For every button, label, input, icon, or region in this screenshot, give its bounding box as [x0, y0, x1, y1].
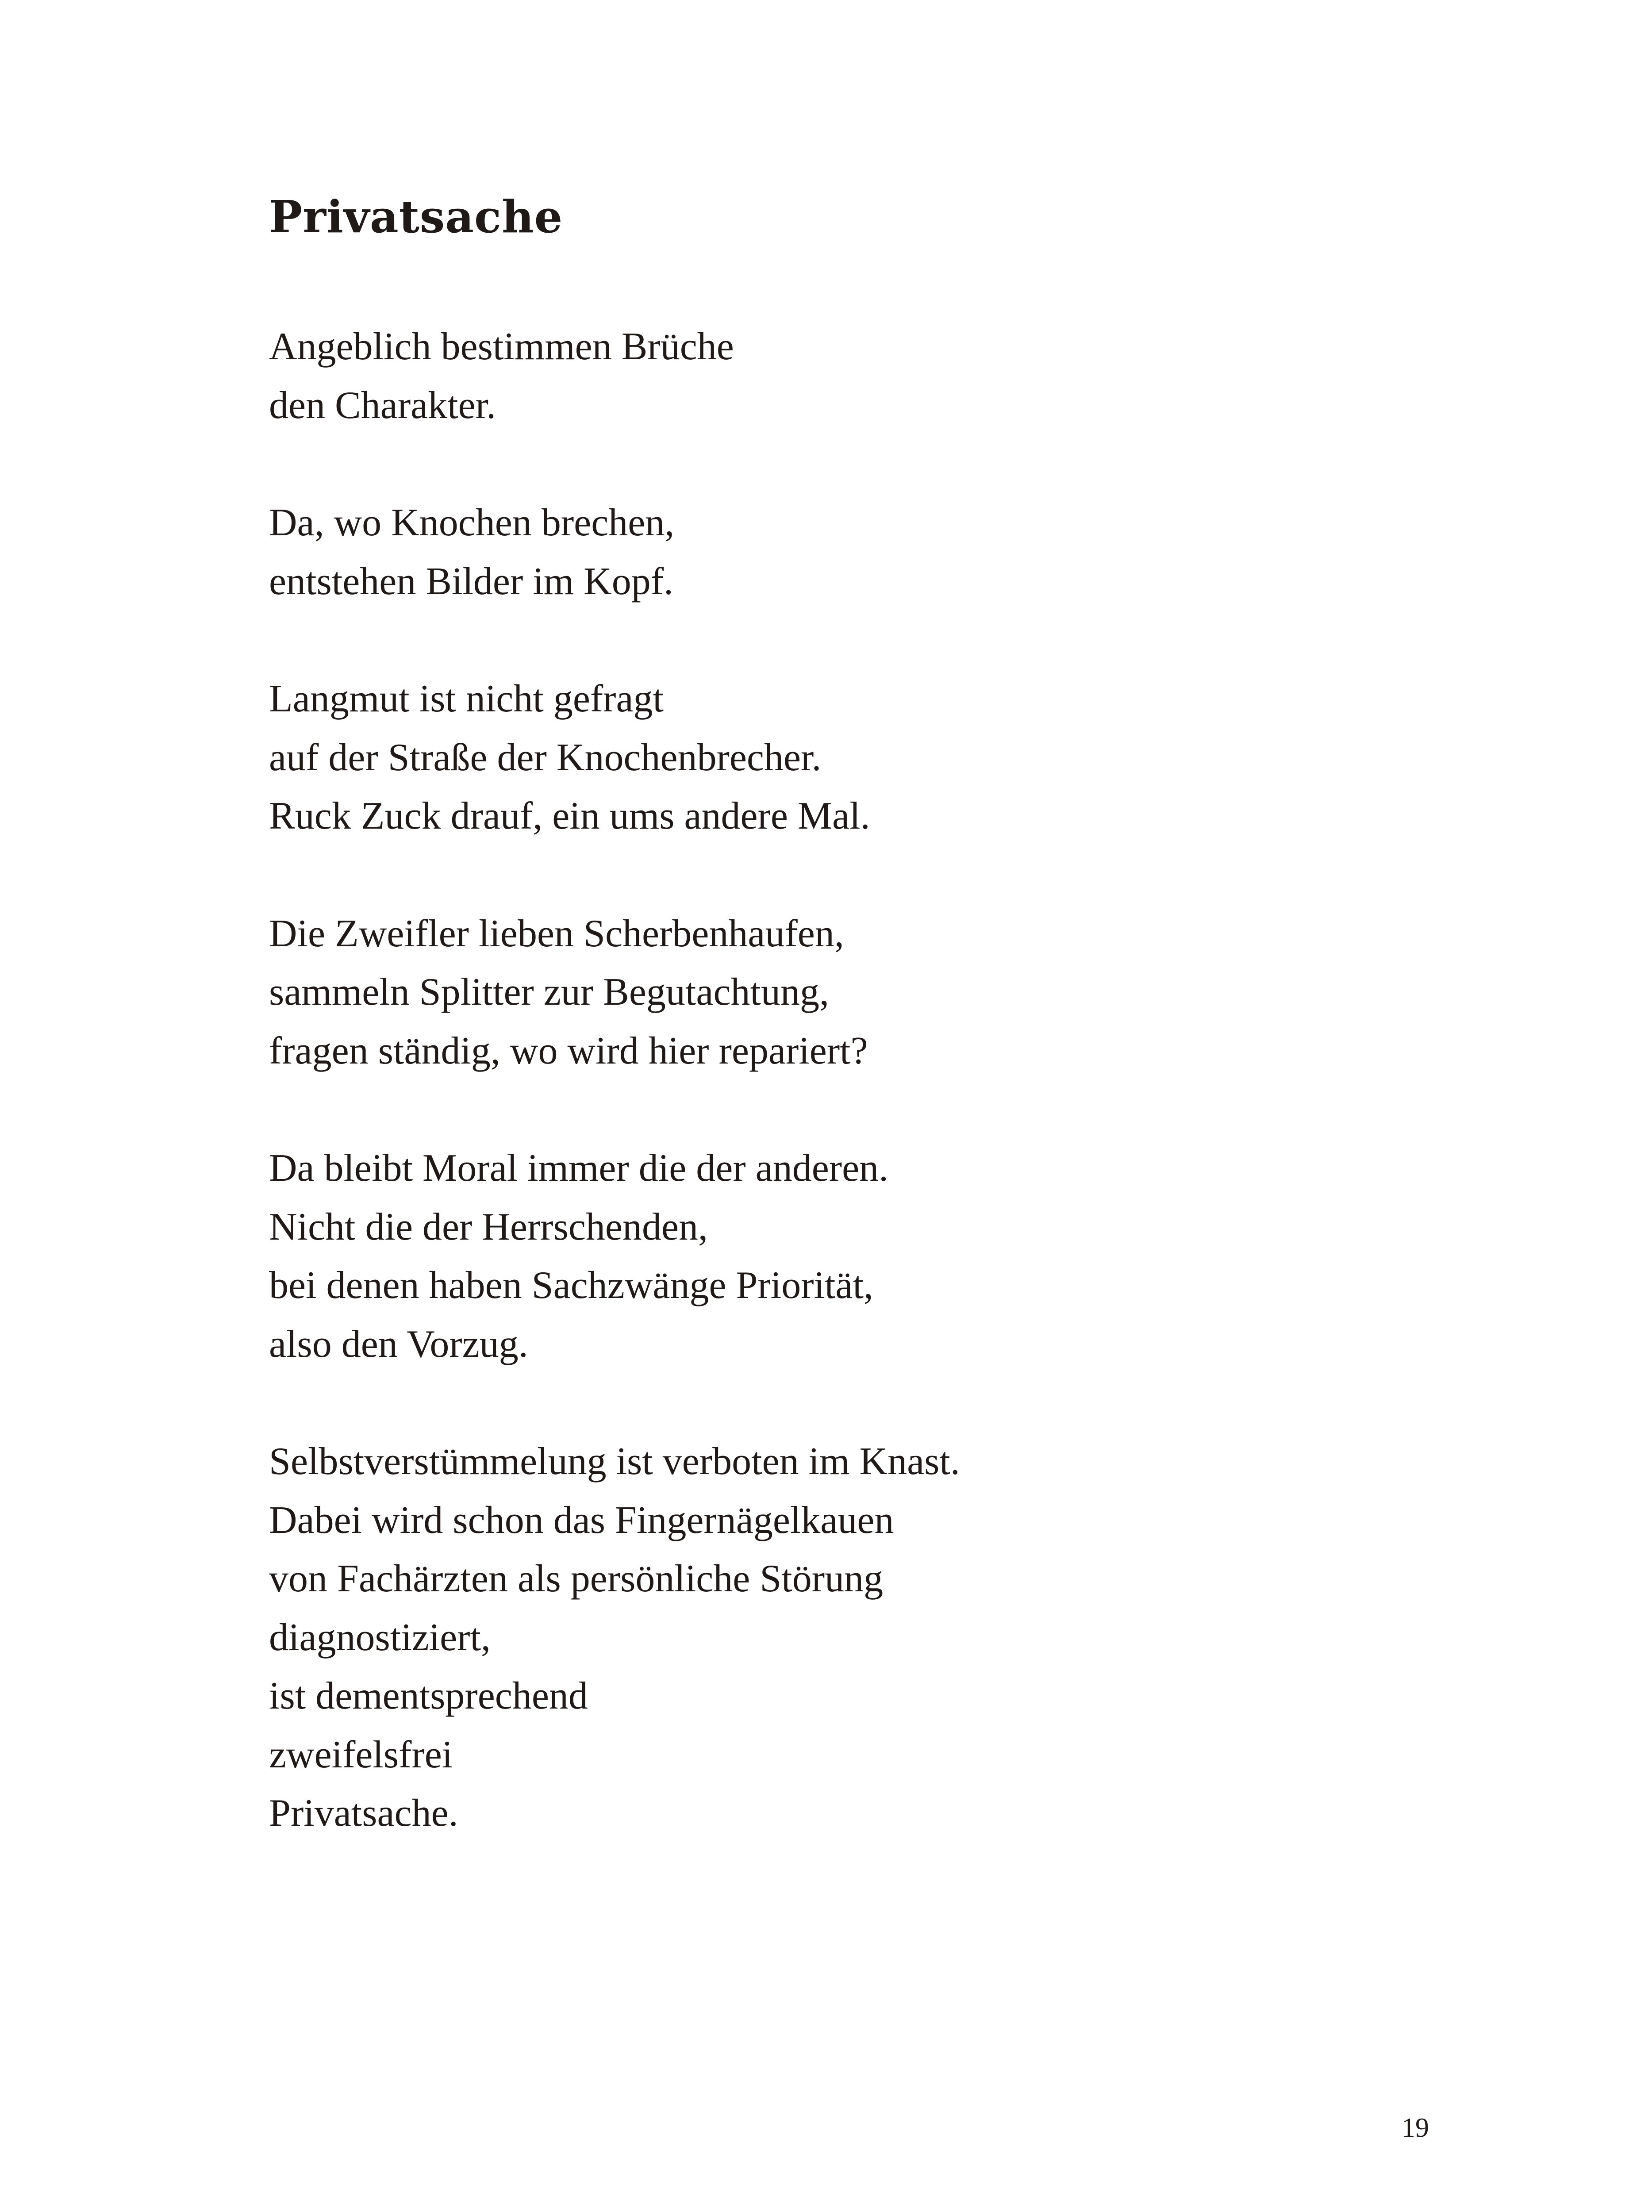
poem-line: bei denen haben Sachzwänge Priorität,: [269, 1264, 873, 1307]
poem-line: Da bleibt Moral immer die der anderen.: [269, 1147, 889, 1190]
poem-line: Da, wo Knochen brechen,: [269, 501, 675, 544]
poem-line: Ruck Zuck drauf, ein ums andere Mal.: [269, 795, 870, 837]
poem-body: [269, 318, 1508, 1902]
poem-title: Privatsache: [269, 191, 563, 243]
page-number: 19: [1402, 2113, 1429, 2143]
poem-line: Langmut ist nicht gefragt: [269, 677, 664, 720]
poem-line: ist dementsprechend: [269, 1674, 588, 1717]
poem-line: Dabei wird schon das Fingernägelkauen: [269, 1498, 894, 1542]
poem-line: entstehen Bilder im Kopf.: [269, 560, 674, 603]
stanza: [269, 905, 1508, 1081]
poem-line: den Charakter.: [269, 384, 496, 427]
poem-line: also den Vorzug.: [269, 1322, 528, 1366]
stanza: [269, 1432, 1508, 1843]
poem-line: Nicht die der Herrschenden,: [269, 1205, 708, 1248]
stanza: [269, 670, 1508, 846]
poem-line: Die Zweifler lieben Scherbenhaufen,: [269, 912, 844, 955]
poem-line: Angeblich bestimmen Brüche: [269, 325, 734, 368]
poem-line: diagnostiziert,: [269, 1616, 491, 1659]
poem-line: von Fachärzten als persönliche Störung: [269, 1557, 884, 1600]
stanza: [269, 494, 1508, 611]
stanza: [269, 318, 1508, 435]
poem-line: zweifelsfrei: [269, 1733, 453, 1776]
poem-line: sammeln Splitter zur Begutachtung,: [269, 971, 829, 1014]
poem-line: Selbstverstümmelung ist verboten im Knast.: [269, 1440, 960, 1483]
poem-line: Privatsache.: [269, 1792, 458, 1835]
poem-line: fragen ständig, wo wird hier repariert?: [269, 1029, 868, 1072]
poem-line: auf der Straße der Knochenbrecher.: [269, 736, 822, 779]
stanza: [269, 1139, 1508, 1374]
